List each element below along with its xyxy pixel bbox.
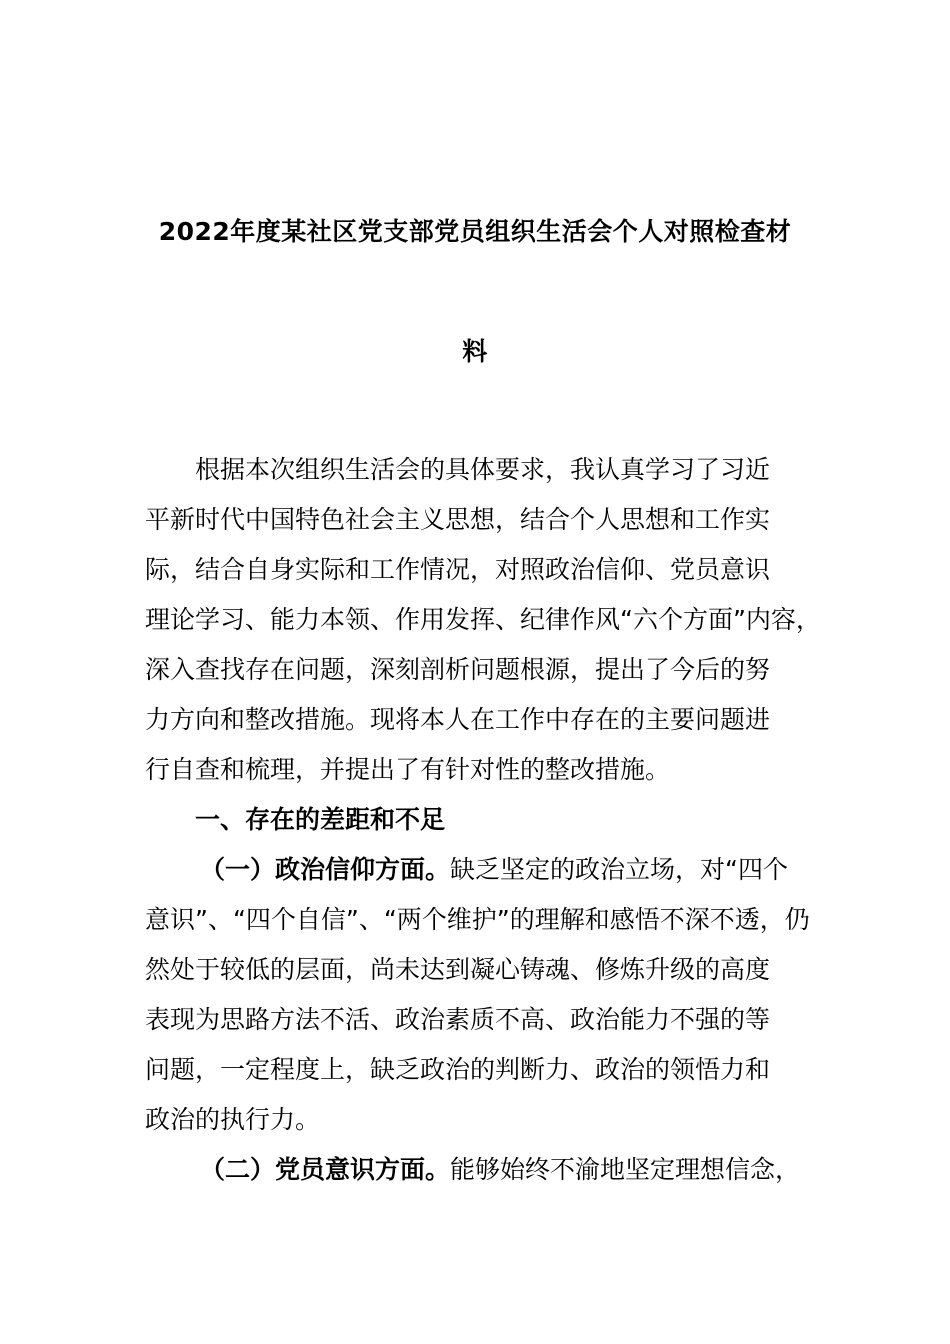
intro-line-5: 深入查找存在问题，深刻剖析问题根源，提出了今后的努: [145, 655, 771, 684]
subsection-1-line-5: 问题，一定程度上，缺乏政治的判断力、政治的领悟力和: [145, 1055, 771, 1084]
document-title-line-1: 2022年度某社区党支部党员组织生活会个人对照检查材: [158, 217, 792, 246]
subsection-1-line-3: 然处于较低的层面，尚未达到凝心铸魂、修炼升级的高度: [145, 955, 771, 984]
subsection-1-line-4: 表现为思路方法不活、政治素质不高、政治能力不强的等: [145, 1005, 771, 1034]
subsection-2-heading: （二）党员意识方面。: [200, 1155, 451, 1184]
intro-line-2: 平新时代中国特色社会主义思想，结合个人思想和工作实: [145, 505, 771, 534]
section-heading-1: 一、存在的差距和不足: [195, 805, 446, 834]
intro-line-3: 际，结合自身实际和工作情况，对照政治信仰、党员意识: [145, 555, 771, 584]
subsection-2-first-line: [200, 1154, 800, 1186]
subsection-1-line-6: 政治的执行力。: [145, 1105, 321, 1134]
subsection-1-first-line: [200, 854, 788, 886]
intro-line-7: 行自查和梳理，并提出了有针对性的整改措施。: [145, 755, 671, 784]
subsection-2-text: 能够始终不渝地坚定理想信念，: [450, 1155, 801, 1184]
intro-line-1: 根据本次组织生活会的具体要求，我认真学习了习近: [195, 455, 771, 484]
intro-line-4: 理论学习、能力本领、作用发挥、纪律作风“六个方面”内容，: [145, 605, 821, 634]
intro-line-6: 力方向和整改措施。现将本人在工作中存在的主要问题进: [145, 705, 771, 734]
subsection-1-text: 缺乏坚定的政治立场，对“四个: [450, 855, 788, 884]
document-title-line-2: 料: [462, 337, 488, 366]
subsection-1-heading: （一）政治信仰方面。: [200, 855, 451, 884]
subsection-1-line-2: 意识”、“四个自信”、“两个维护”的理解和感悟不深不透，仍: [145, 905, 810, 934]
